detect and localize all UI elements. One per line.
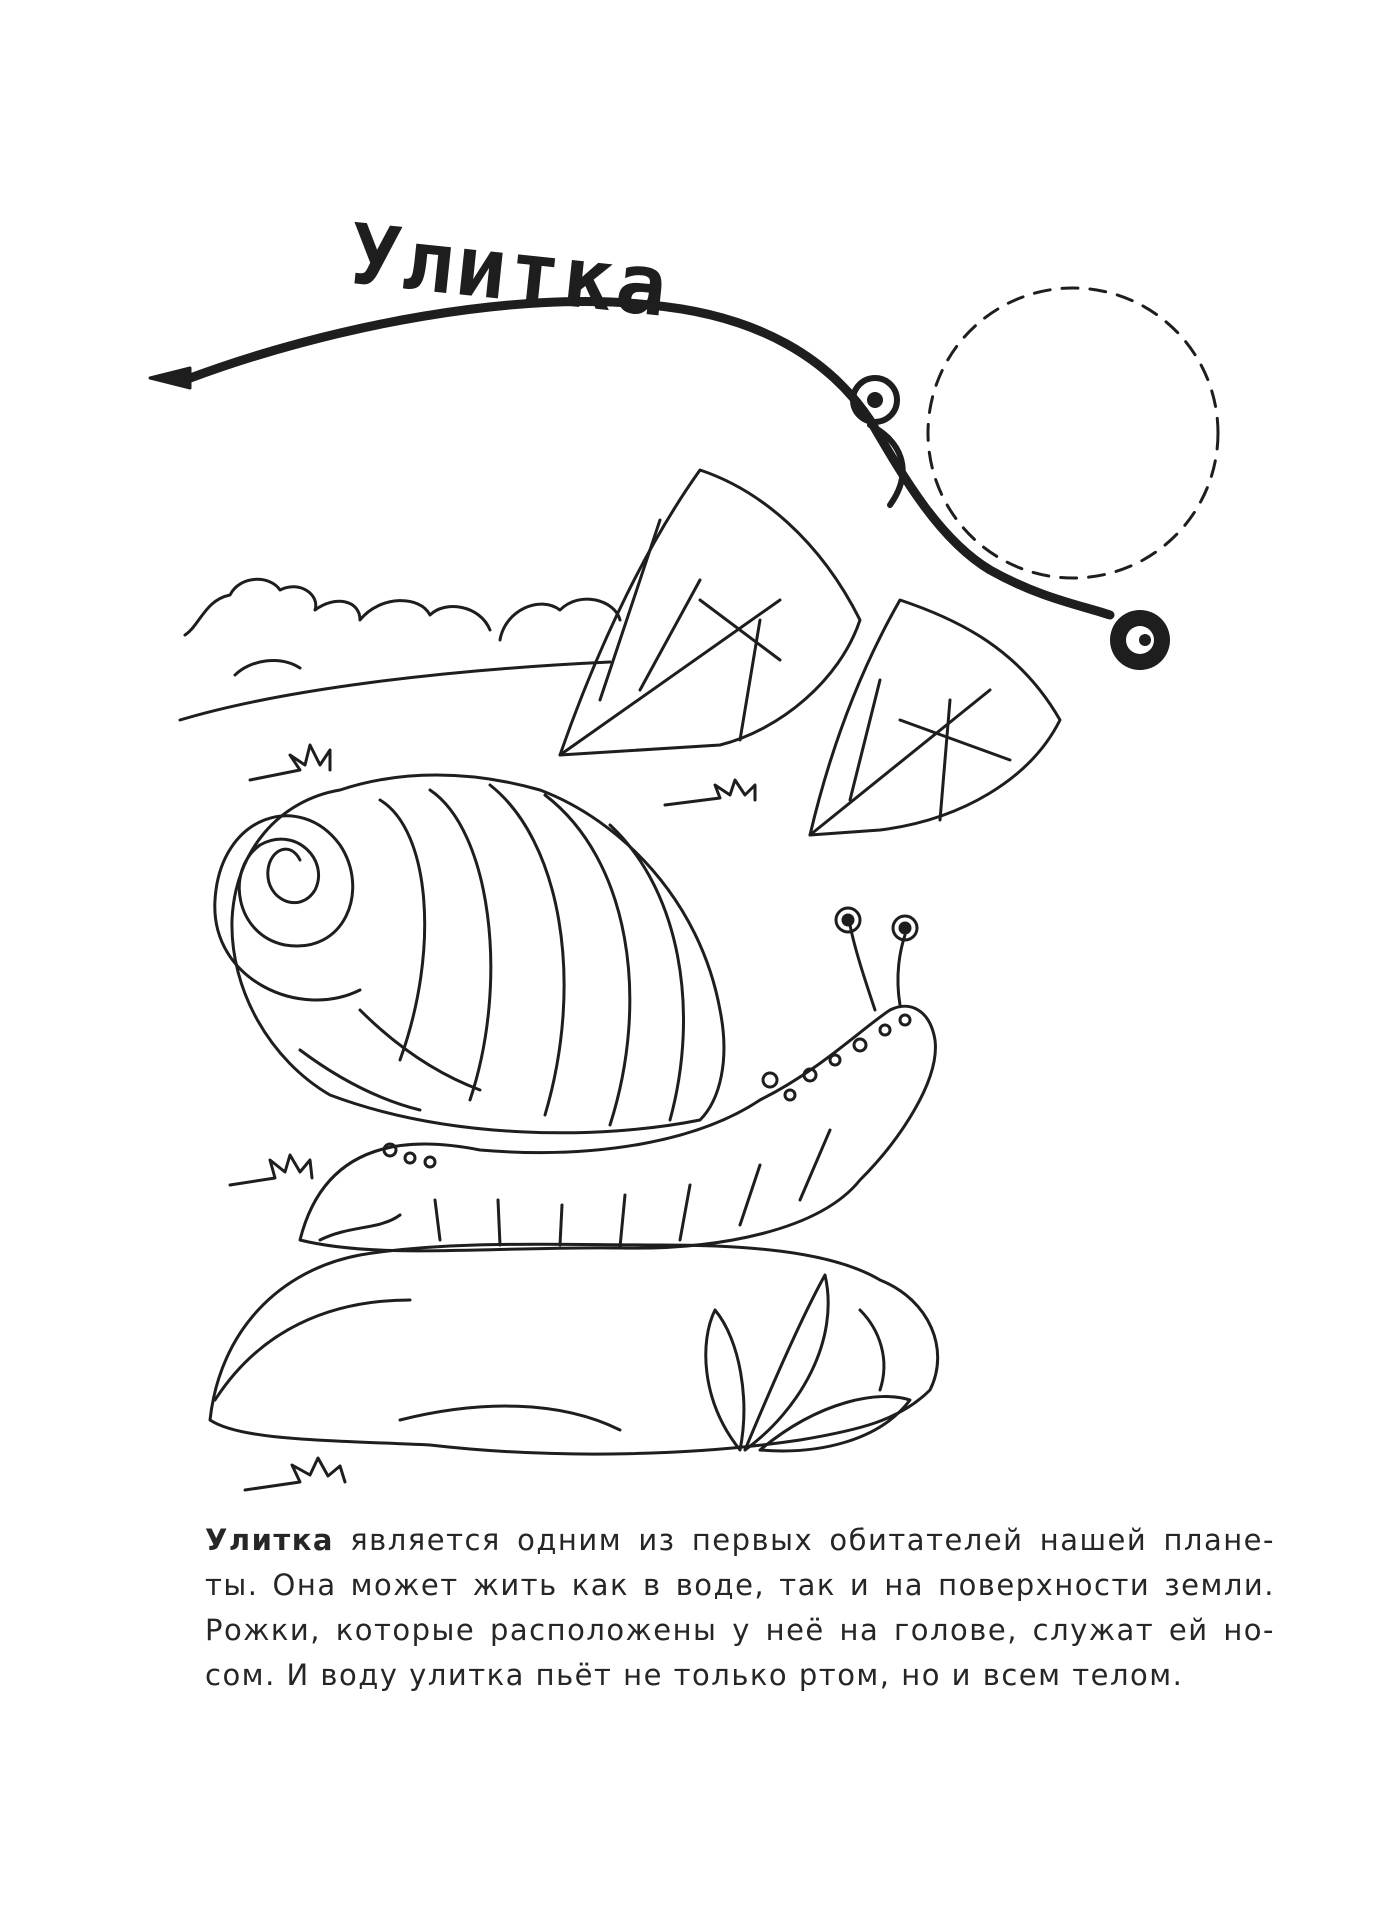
snail-illustration: [215, 775, 724, 1133]
stone-illustration: [210, 1244, 938, 1454]
description-line-1-rest: является одним из первых обитателей нашей плане-: [333, 1523, 1275, 1557]
snail-body: [300, 908, 935, 1251]
plant-illustration: [706, 1275, 910, 1451]
description-bold-word: Улитка: [205, 1523, 334, 1557]
description-text: [205, 1518, 1275, 1698]
description-line-3: Рожки, которые расположены у неё на голове, служат ей но-: [205, 1613, 1275, 1647]
dashed-circle: [928, 288, 1218, 578]
bush-illustration: [185, 579, 620, 675]
description-line-4: сом. И воду улитка пьёт не только ртом, но и всем телом.: [205, 1658, 1184, 1692]
page-title: Улитка: [344, 205, 675, 337]
title-vine: [150, 302, 1170, 670]
leaf-illustration: [560, 470, 1060, 835]
description-line-2: ты. Она может жить как в воде, так и на поверхности земли.: [205, 1568, 1275, 1602]
hill-line: [180, 662, 610, 720]
description-line-1: [205, 1518, 1275, 1563]
grass-tufts: [230, 745, 755, 1490]
